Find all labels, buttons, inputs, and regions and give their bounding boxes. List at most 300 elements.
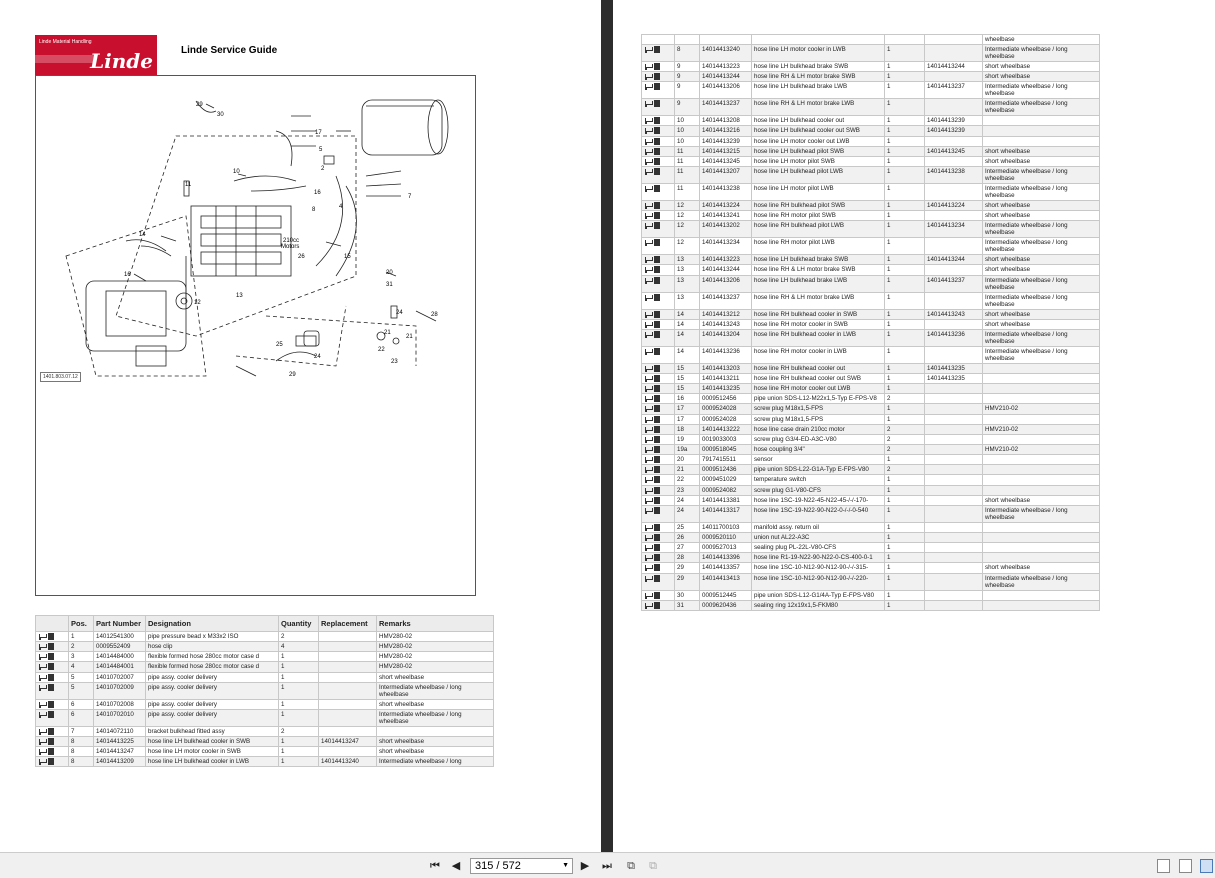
document-icon[interactable] — [654, 73, 660, 80]
cell-quantity: 1 — [885, 329, 925, 346]
document-icon[interactable] — [654, 564, 660, 571]
cell-part-number: 14014413317 — [700, 505, 752, 522]
cell-replacement — [925, 495, 983, 505]
cart-icon[interactable] — [38, 674, 46, 681]
table-row — [642, 156, 1100, 166]
cell-replacement — [319, 747, 377, 757]
cart-icon[interactable] — [644, 73, 652, 80]
cell-remarks: short wheelbase — [983, 255, 1100, 265]
cell-remarks: HMV280-02 — [377, 642, 494, 652]
cell-replacement: 14014413237 — [925, 275, 983, 292]
cart-icon[interactable] — [644, 148, 652, 155]
cell-replacement — [925, 444, 983, 454]
cell-quantity: 1 — [885, 573, 925, 590]
document-icon[interactable] — [654, 294, 660, 301]
hydraulic-assembly-drawing — [36, 76, 475, 595]
cell-designation: hose line LH motor cooler in LWB — [752, 45, 885, 62]
table-row — [642, 200, 1100, 210]
cell-pos: 15 — [675, 384, 700, 394]
cell-replacement: 14014413224 — [925, 200, 983, 210]
cell-pos: 14 — [675, 346, 700, 363]
cart-icon[interactable] — [38, 738, 46, 745]
document-icon[interactable] — [654, 158, 660, 165]
cell-replacement: 14014413244 — [925, 255, 983, 265]
cell-part-number: 14014072110 — [94, 726, 146, 736]
cell-replacement — [925, 543, 983, 553]
cell-remarks: Intermediate wheelbase / long wheelbase — [983, 292, 1100, 309]
cart-icon[interactable] — [644, 416, 652, 423]
cell-replacement — [925, 265, 983, 275]
callout-11: 11 — [185, 182, 192, 188]
row-actions — [642, 404, 675, 414]
cart-icon[interactable] — [644, 385, 652, 392]
table-row — [642, 275, 1100, 292]
cell-designation: hose line LH bulkhead brake LWB — [752, 82, 885, 99]
cart-icon[interactable] — [644, 331, 652, 338]
cart-icon[interactable] — [644, 592, 652, 599]
row-actions — [642, 543, 675, 553]
page-gutter — [601, 0, 613, 852]
document-icon[interactable] — [654, 212, 660, 219]
cell-part-number: 14014413225 — [94, 736, 146, 746]
cell-pos: 11 — [675, 146, 700, 156]
cell-part-number: 0009518045 — [700, 444, 752, 454]
cart-icon[interactable] — [644, 117, 652, 124]
document-icon[interactable] — [654, 534, 660, 541]
cell-designation: hose line LH motor cooler in SWB — [146, 747, 279, 757]
document-icon[interactable] — [654, 266, 660, 273]
document-icon[interactable] — [48, 748, 54, 755]
cell-part-number: 14014413381 — [700, 495, 752, 505]
cell-remarks — [983, 373, 1100, 383]
cell-part-number: 0009620436 — [700, 600, 752, 610]
callout-16: 16 — [314, 190, 321, 196]
row-actions — [642, 590, 675, 600]
document-icon[interactable] — [654, 83, 660, 90]
cart-icon[interactable] — [38, 684, 46, 691]
cell-replacement: 14014413235 — [925, 363, 983, 373]
cart-icon[interactable] — [644, 497, 652, 504]
cart-icon[interactable] — [644, 476, 652, 483]
header-actions — [36, 616, 69, 632]
cell-designation: hose line RH bulkhead pilot SWB — [752, 200, 885, 210]
cart-icon[interactable] — [644, 507, 652, 514]
cell-designation: bracket bulkhead fitted assy — [146, 726, 279, 736]
linde-logo: Linde Material Handling Linde — [35, 35, 157, 75]
document-icon[interactable] — [654, 395, 660, 402]
cell-designation: hose line RH bulkhead pilot LWB — [752, 221, 885, 238]
cell-part-number: 14014413206 — [700, 275, 752, 292]
document-icon[interactable] — [654, 497, 660, 504]
document-icon[interactable] — [48, 663, 54, 670]
cell-remarks: HMV280-02 — [377, 652, 494, 662]
cell-pos: 6 — [69, 699, 94, 709]
cell-quantity: 1 — [885, 532, 925, 542]
document-icon[interactable] — [654, 46, 660, 53]
cell-pos: 8 — [69, 757, 94, 767]
cart-icon[interactable] — [644, 456, 652, 463]
cart-icon[interactable] — [644, 395, 652, 402]
document-icon[interactable] — [654, 148, 660, 155]
cell-pos: 14 — [675, 309, 700, 319]
table-row — [642, 394, 1100, 404]
cart-icon[interactable] — [644, 534, 652, 541]
cell-designation: hose line LH bulkhead cooler out — [752, 116, 885, 126]
cell-replacement — [925, 573, 983, 590]
cell-part-number: 14014413236 — [700, 346, 752, 363]
cell-designation: hose line RH & LH motor brake SWB — [752, 265, 885, 275]
cart-icon[interactable] — [644, 256, 652, 263]
row-actions — [642, 444, 675, 454]
cell-quantity: 1 — [279, 709, 319, 726]
two-page-view-icon[interactable] — [1200, 859, 1213, 873]
document-icon[interactable] — [654, 138, 660, 145]
cell-remarks: Intermediate wheelbase / long wheelbase — [983, 505, 1100, 522]
page-number-field[interactable]: 315 / 572 ▼ — [470, 858, 573, 874]
document-icon[interactable] — [654, 416, 660, 423]
chevron-down-icon[interactable]: ▼ — [562, 862, 569, 869]
cell-part-number: 14014413223 — [700, 62, 752, 72]
document-icon[interactable] — [48, 643, 54, 650]
cart-icon[interactable] — [644, 100, 652, 107]
document-icon[interactable] — [654, 544, 660, 551]
cart-icon[interactable] — [644, 426, 652, 433]
cell-quantity: 1 — [279, 662, 319, 672]
document-icon[interactable] — [654, 375, 660, 382]
document-icon[interactable] — [654, 446, 660, 453]
row-actions — [642, 82, 675, 99]
cart-icon[interactable] — [644, 185, 652, 192]
cell-remarks: short wheelbase — [377, 699, 494, 709]
cell-designation: hose line LH motor pilot SWB — [752, 156, 885, 166]
row-actions — [642, 505, 675, 522]
document-icon[interactable] — [654, 476, 660, 483]
cart-icon[interactable] — [38, 653, 46, 660]
document-icon[interactable] — [654, 321, 660, 328]
row-actions — [642, 255, 675, 265]
cart-icon[interactable] — [644, 487, 652, 494]
callout-motors: 210cc — [283, 238, 300, 244]
cell-remarks — [983, 600, 1100, 610]
cell-part-number: 14014484001 — [94, 662, 146, 672]
cell-pos: 19 — [675, 434, 700, 444]
row-actions — [642, 99, 675, 116]
document-icon[interactable] — [48, 738, 54, 745]
document-icon[interactable] — [654, 385, 660, 392]
cell-pos: 31 — [675, 600, 700, 610]
cell-designation: pipe union SDS-L12-G1/4A-Typ E-FPS-V80 — [752, 590, 885, 600]
document-icon[interactable] — [654, 365, 660, 372]
cell-designation: hose line RH bulkhead cooler out SWB — [752, 373, 885, 383]
cell-replacement: 14014413245 — [925, 146, 983, 156]
cell-remarks: Intermediate wheelbase / long wheelbase — [377, 682, 494, 699]
callout-17-top: 17 — [315, 130, 322, 136]
document-icon[interactable] — [654, 456, 660, 463]
cell-replacement — [925, 434, 983, 444]
cell-part-number: 14014413215 — [700, 146, 752, 156]
document-icon[interactable] — [654, 436, 660, 443]
cell-quantity: 1 — [885, 166, 925, 183]
cell-part-number: 14014413243 — [700, 319, 752, 329]
cell-quantity: 1 — [885, 346, 925, 363]
cell-part-number: 14014413207 — [700, 166, 752, 183]
cell-designation: hose line 1SC-10-N12-90-N12-90-/-/-220- — [752, 573, 885, 590]
document-icon[interactable] — [654, 117, 660, 124]
cell-part-number: 14014413211 — [700, 373, 752, 383]
cell-replacement — [925, 346, 983, 363]
table-row — [642, 434, 1100, 444]
document-icon[interactable] — [654, 202, 660, 209]
cart-icon[interactable] — [38, 633, 46, 640]
cart-icon[interactable] — [644, 405, 652, 412]
document-icon[interactable] — [654, 63, 660, 70]
cell-quantity: 1 — [885, 543, 925, 553]
cart-icon[interactable] — [644, 466, 652, 473]
row-actions — [642, 363, 675, 373]
callout-12: 12 — [194, 300, 201, 306]
cart-icon[interactable] — [644, 348, 652, 355]
cell-part-number: 14014413241 — [700, 211, 752, 221]
cell-quantity: 1 — [885, 414, 925, 424]
table-row — [36, 642, 494, 652]
document-icon[interactable] — [654, 239, 660, 246]
cell-remarks: HMV210-02 — [983, 424, 1100, 434]
cell-quantity: 2 — [279, 726, 319, 736]
document-icon[interactable] — [654, 426, 660, 433]
cart-icon[interactable] — [644, 239, 652, 246]
document-icon[interactable] — [654, 554, 660, 561]
cell-remarks — [983, 475, 1100, 485]
document-icon[interactable] — [48, 633, 54, 640]
cell-remarks: Intermediate wheelbase / long wheelbase — [983, 275, 1100, 292]
cell-replacement — [925, 394, 983, 404]
table-row — [642, 404, 1100, 414]
cart-icon[interactable] — [38, 701, 46, 708]
cell-replacement — [319, 662, 377, 672]
cart-icon[interactable] — [644, 63, 652, 70]
cart-icon[interactable] — [644, 321, 652, 328]
next-page-icon[interactable]: ▶ — [580, 860, 590, 872]
cell-pos: 5 — [69, 672, 94, 682]
row-actions — [642, 116, 675, 126]
row-actions — [642, 475, 675, 485]
cart-icon[interactable] — [38, 758, 46, 765]
cell-quantity: 1 — [885, 373, 925, 383]
cart-icon[interactable] — [644, 222, 652, 229]
document-icon[interactable] — [654, 575, 660, 582]
document-icon[interactable] — [654, 256, 660, 263]
cell-designation: flexible formed hose 280cc motor case d — [146, 652, 279, 662]
first-page-icon[interactable]: ⏮ — [430, 860, 440, 872]
cell-designation: hose line LH bulkhead brake SWB — [752, 62, 885, 72]
document-icon[interactable] — [654, 127, 660, 134]
cell-designation: screw plug M18x1,5-FPS — [752, 414, 885, 424]
document-icon[interactable] — [654, 277, 660, 284]
cell-part-number: 14014413357 — [700, 563, 752, 573]
cell-part-number: 14012541300 — [94, 632, 146, 642]
table-row — [642, 329, 1100, 346]
cell-remarks: HMV210-02 — [983, 444, 1100, 454]
callout-23: 23 — [391, 359, 398, 365]
document-icon[interactable] — [48, 684, 54, 691]
cart-icon[interactable] — [644, 602, 652, 609]
cell-part-number: 14014413203 — [700, 363, 752, 373]
cart-icon[interactable] — [644, 311, 652, 318]
cell-pos: 11 — [675, 166, 700, 183]
cart-icon[interactable] — [38, 643, 46, 650]
cart-icon[interactable] — [644, 138, 652, 145]
cell-quantity: 1 — [885, 126, 925, 136]
row-actions — [642, 522, 675, 532]
cell-quantity: 1 — [885, 363, 925, 373]
cart-icon[interactable] — [644, 83, 652, 90]
last-page-icon[interactable]: ⏭ — [602, 860, 612, 872]
cart-icon[interactable] — [38, 663, 46, 670]
row-actions — [642, 455, 675, 465]
document-icon[interactable] — [654, 311, 660, 318]
cell-replacement — [925, 99, 983, 116]
row-actions — [642, 600, 675, 610]
cart-icon[interactable] — [644, 46, 652, 53]
document-icon[interactable] — [654, 222, 660, 229]
cart-icon[interactable] — [644, 564, 652, 571]
cart-icon[interactable] — [644, 375, 652, 382]
row-actions — [642, 126, 675, 136]
cell-replacement — [925, 465, 983, 475]
cell-quantity: 1 — [885, 319, 925, 329]
cart-icon[interactable] — [644, 365, 652, 372]
cell-designation: pipe union SDS-L22-G1A-Typ E-FPS-V80 — [752, 465, 885, 475]
table-row — [642, 309, 1100, 319]
cart-icon[interactable] — [644, 127, 652, 134]
cart-icon[interactable] — [644, 158, 652, 165]
cell-replacement: 14014413234 — [925, 221, 983, 238]
document-icon[interactable] — [48, 674, 54, 681]
row-actions — [642, 183, 675, 200]
document-icon[interactable] — [654, 100, 660, 107]
callout-21: 21 — [406, 334, 413, 340]
document-icon[interactable] — [654, 405, 660, 412]
cell-quantity: 1 — [885, 45, 925, 62]
row-actions — [642, 146, 675, 156]
cell-pos: 17 — [675, 404, 700, 414]
table-row — [642, 221, 1100, 238]
table-row — [642, 255, 1100, 265]
cell-remarks — [983, 394, 1100, 404]
table-row — [36, 672, 494, 682]
cell-quantity: 1 — [279, 672, 319, 682]
document-icon[interactable] — [654, 185, 660, 192]
cell-part-number: 0009520110 — [700, 532, 752, 542]
cell-part-number: 14014413237 — [700, 99, 752, 116]
document-icon[interactable] — [654, 592, 660, 599]
document-icon[interactable] — [654, 466, 660, 473]
cell-designation: manifold assy. return oil — [752, 522, 885, 532]
duplicate-page-icon[interactable]: ⧉ — [649, 860, 657, 872]
prev-page-icon[interactable]: ◀ — [451, 860, 461, 872]
cell-pos: 12 — [675, 211, 700, 221]
table-row-continuation — [642, 35, 1100, 45]
single-page-view-icon[interactable] — [1157, 859, 1170, 873]
cell-pos: 15 — [675, 373, 700, 383]
cart-icon[interactable] — [644, 294, 652, 301]
document-icon[interactable] — [654, 487, 660, 494]
cell-pos: 29 — [675, 573, 700, 590]
document-icon[interactable] — [48, 758, 54, 765]
cell-quantity: 1 — [885, 404, 925, 414]
cell-replacement: 14014413247 — [319, 736, 377, 746]
document-icon[interactable] — [654, 348, 660, 355]
cell-designation: hose line LH motor pilot LWB — [752, 183, 885, 200]
document-icon[interactable] — [654, 602, 660, 609]
document-icon[interactable] — [48, 653, 54, 660]
document-page-left — [0, 0, 601, 852]
table-row — [642, 475, 1100, 485]
cell-part-number: 14014413237 — [700, 292, 752, 309]
cart-icon[interactable] — [38, 748, 46, 755]
cell-designation: hose line 1SC-10-N12-90-N12-90-/-/-315- — [752, 563, 885, 573]
document-icon[interactable] — [654, 168, 660, 175]
table-row — [36, 736, 494, 746]
cart-icon[interactable] — [644, 168, 652, 175]
cart-icon[interactable] — [644, 202, 652, 209]
cell-quantity: 1 — [279, 652, 319, 662]
cell-quantity: 1 — [885, 292, 925, 309]
cell-replacement — [319, 642, 377, 652]
table-row — [36, 757, 494, 767]
document-icon[interactable] — [48, 728, 54, 735]
cart-icon[interactable] — [644, 524, 652, 531]
document-icon[interactable] — [654, 507, 660, 514]
cell-remarks: short wheelbase — [377, 736, 494, 746]
row-actions — [36, 662, 69, 672]
copy-page-icon[interactable]: ⧉ — [627, 860, 635, 872]
cell-pos: 4 — [69, 662, 94, 672]
cell-designation: hose line RH bulkhead cooler in LWB — [752, 329, 885, 346]
cart-icon[interactable] — [38, 728, 46, 735]
cell-designation: sealing plug PL-22L-V80-CFS — [752, 543, 885, 553]
row-actions — [642, 532, 675, 542]
cart-icon[interactable] — [644, 277, 652, 284]
callout-13: 13 — [236, 293, 243, 299]
document-icon[interactable] — [48, 701, 54, 708]
cell-remarks: short wheelbase — [377, 672, 494, 682]
cell-part-number: 14014413223 — [700, 255, 752, 265]
cell-pos: 10 — [675, 116, 700, 126]
cell-quantity: 1 — [279, 699, 319, 709]
cell-remarks: short wheelbase — [983, 156, 1100, 166]
document-icon[interactable] — [654, 524, 660, 531]
cart-icon[interactable] — [644, 436, 652, 443]
cell-designation: pipe assy. cooler delivery — [146, 682, 279, 699]
table-row — [642, 319, 1100, 329]
cart-icon[interactable] — [644, 446, 652, 453]
cell-pos: 20 — [675, 455, 700, 465]
cell-part-number: 14014413413 — [700, 573, 752, 590]
document-icon[interactable] — [654, 331, 660, 338]
cart-icon[interactable] — [644, 266, 652, 273]
continuous-view-icon[interactable] — [1179, 859, 1192, 873]
cell-pos: 13 — [675, 275, 700, 292]
cell-replacement — [925, 156, 983, 166]
cell-remarks — [983, 434, 1100, 444]
document-icon[interactable] — [48, 711, 54, 718]
cart-icon[interactable] — [644, 212, 652, 219]
cart-icon[interactable] — [38, 711, 46, 718]
cart-icon[interactable] — [644, 575, 652, 582]
cart-icon[interactable] — [644, 544, 652, 551]
cart-icon[interactable] — [644, 554, 652, 561]
